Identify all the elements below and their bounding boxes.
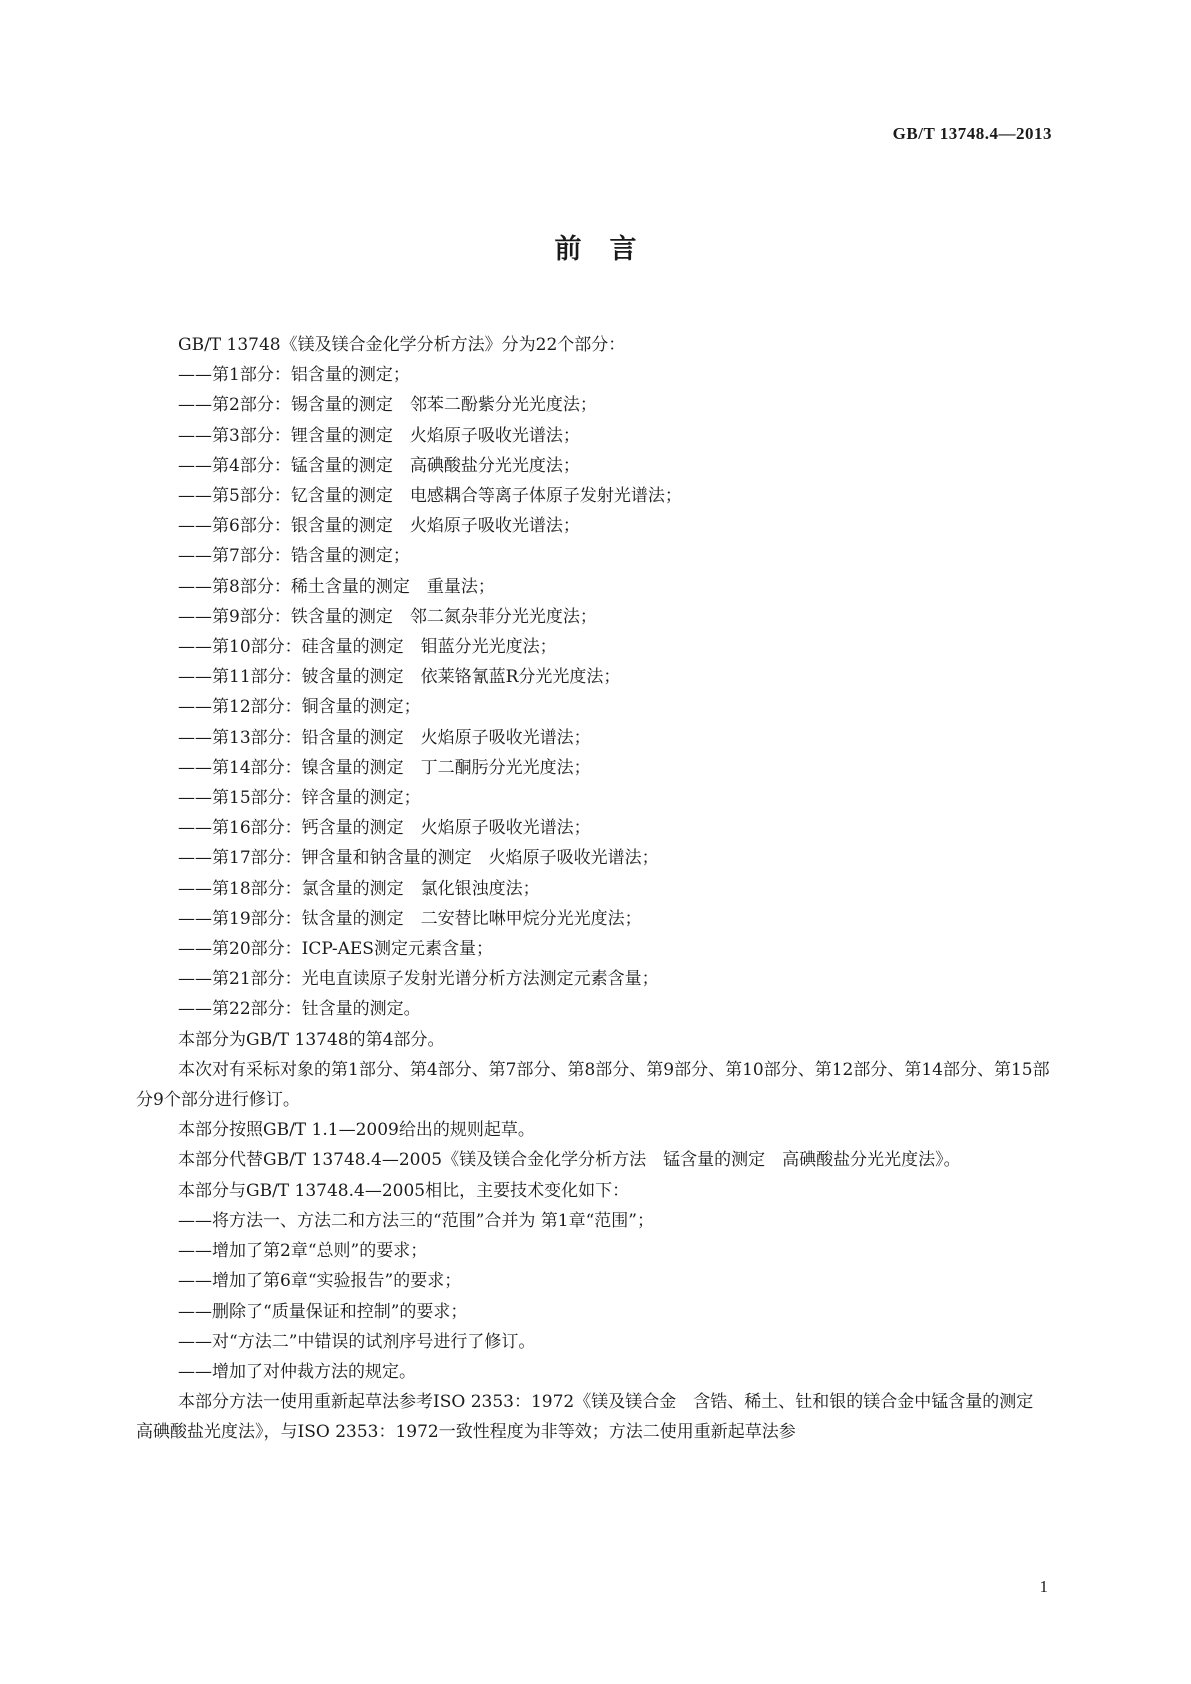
list-item: ——第20部分：ICP-AES测定元素含量； — [178, 939, 493, 960]
list-item: ——第12部分：铜含量的测定； — [178, 697, 421, 718]
list-item: ——第22部分：钍含量的测定。 — [178, 999, 421, 1020]
list-item: ——第15部分：锌含量的测定； — [178, 788, 421, 809]
replaces-paragraph: 本部分代替GB/T 13748.4—2005《镁及镁合金化学分析方法 锰含量的测定 高碘酸盐分光光度法》。 — [178, 1150, 961, 1171]
changes-list — [136, 1206, 1056, 1387]
list-item: ——第21部分：光电直读原子发射光谱分析方法测定元素含量； — [178, 969, 659, 990]
list-item: ——第3部分：锂含量的测定 火焰原子吸收光谱法； — [178, 425, 580, 446]
standard-code: GB/T 13748.4—2013 — [892, 124, 1052, 143]
list-item: ——第16部分：钙含量的测定 火焰原子吸收光谱法； — [178, 818, 591, 839]
list-item: ——第4部分：锰含量的测定 高碘酸盐分光光度法； — [178, 455, 580, 476]
list-item: ——第7部分：锆含量的测定； — [178, 546, 410, 567]
list-item: ——第1部分：铝含量的测定； — [178, 365, 410, 386]
list-item: ——第18部分：氯含量的测定 氯化银浊度法； — [178, 878, 540, 899]
list-item: ——第14部分：镍含量的测定 丁二酮肟分光光度法； — [178, 757, 591, 778]
revision-paragraph: 本次对有采标对象的第1部分、第4部分、第7部分、第8部分、第9部分、第10部分、第12部分、第14部分、第15部分9个部分进行修订。 — [136, 1059, 1050, 1111]
list-item: ——第11部分：铍含量的测定 依莱铬氰蓝R分光光度法； — [178, 667, 621, 688]
list-item: ——第5部分：钇含量的测定 电感耦合等离子体原子发射光谱法； — [178, 486, 682, 507]
changes-intro-paragraph: 本部分与GB/T 13748.4—2005相比，主要技术变化如下： — [178, 1180, 630, 1201]
list-item: ——增加了对仲裁方法的规定。 — [178, 1361, 416, 1382]
document-body — [136, 330, 1056, 1448]
parts-list — [136, 360, 1056, 1024]
list-item: ——第13部分：铅含量的测定 火焰原子吸收光谱法； — [178, 727, 591, 748]
list-item: ——增加了第6章“实验报告”的要求； — [178, 1271, 462, 1292]
part4-paragraph: 本部分为GB/T 13748的第4部分。 — [178, 1029, 445, 1050]
list-item: ——第9部分：铁含量的测定 邻二氮杂菲分光光度法； — [178, 606, 597, 627]
list-item: ——删除了“质量保证和控制”的要求； — [178, 1301, 468, 1322]
list-item: ——第10部分：硅含量的测定 钼蓝分光光度法； — [178, 637, 557, 658]
list-item: ——增加了第2章“总则”的要求； — [178, 1241, 428, 1262]
rules-paragraph: 本部分按照GB/T 1.1—2009给出的规则起草。 — [178, 1120, 535, 1141]
list-item: ——第19部分：钛含量的测定 二安替比啉甲烷分光光度法； — [178, 908, 642, 929]
list-item: ——第8部分：稀土含量的测定 重量法； — [178, 576, 495, 597]
list-item: ——对“方法二”中错误的试剂序号进行了修订。 — [178, 1331, 536, 1352]
list-item: ——将方法一、方法二和方法三的“范围”合并为 第1章“范围”； — [178, 1210, 654, 1231]
list-item: ——第17部分：钾含量和钠含量的测定 火焰原子吸收光谱法； — [178, 848, 659, 869]
list-item: ——第2部分：锡含量的测定 邻苯二酚紫分光光度法； — [178, 395, 597, 416]
page-title: 前言 — [554, 234, 665, 265]
intro-paragraph: GB/T 13748《镁及镁合金化学分析方法》分为22个部分： — [178, 335, 626, 355]
list-item: ——第6部分：银含量的测定 火焰原子吸收光谱法； — [178, 516, 580, 537]
page-number: 1 — [1039, 1577, 1048, 1596]
method-paragraph: 本部分方法一使用重新起草法参考ISO 2353：1972《镁及镁合金 含锆、稀土、钍和银的镁合金中锰含量的测定 高碘酸盐光度法》，与ISO 2353：1972一致性程度为非等效；方法二使用重新起草法参 — [136, 1392, 1051, 1443]
